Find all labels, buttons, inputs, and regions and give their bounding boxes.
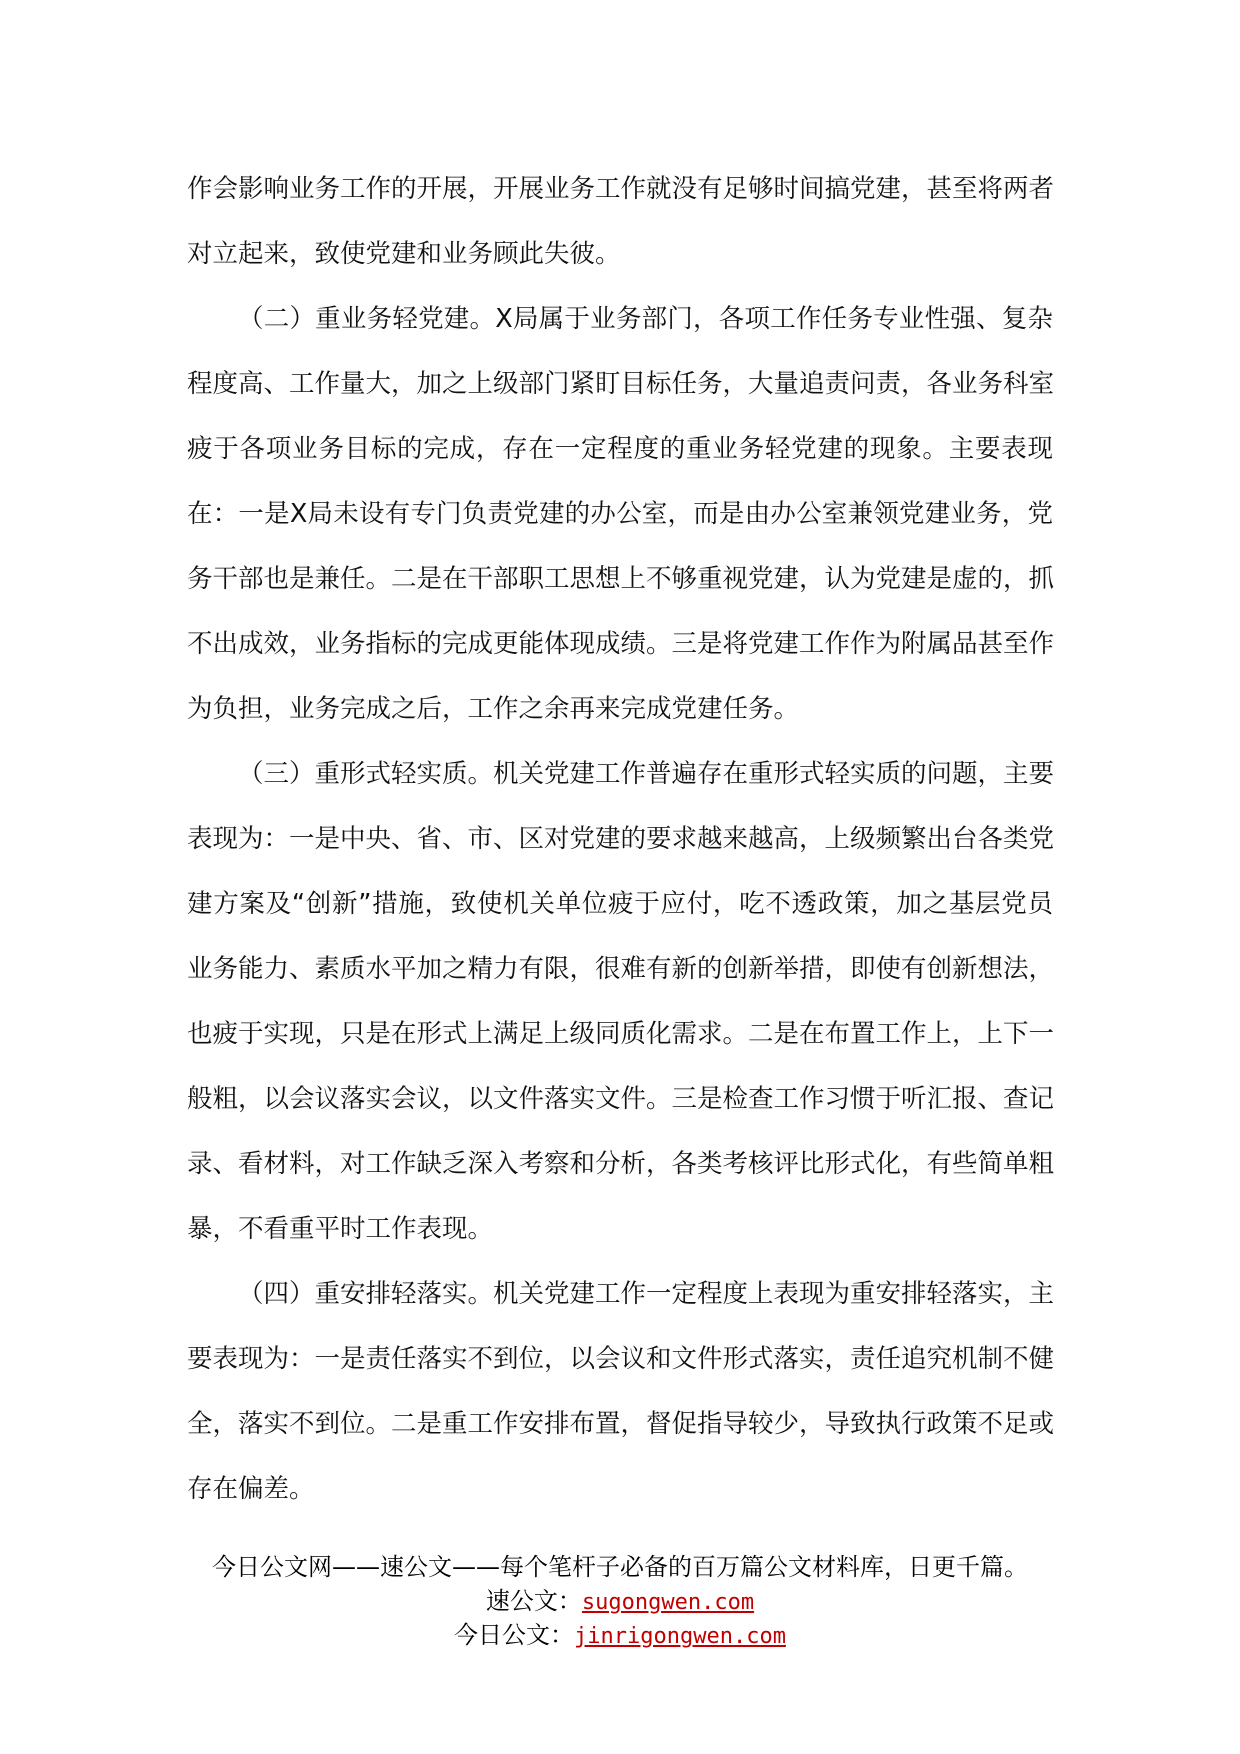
body-line: 疲于各项业务目标的完成，存在一定程度的重业务轻党建的现象。主要表现	[187, 434, 1053, 464]
body-line: 录、看材料，对工作缺乏深入考察和分析，各类考核评比形式化，有些简单粗	[187, 1149, 1055, 1179]
jinrigongwen-label: 今日公文：	[454, 1621, 575, 1649]
body-line: 程度高、工作量大，加之上级部门紧盯目标任务，大量追责问责，各业务科室	[187, 369, 1055, 399]
body-line: 存在偏差。	[187, 1474, 315, 1504]
section-heading-line: （二）重业务轻党建。X局属于业务部门，各项工作任务专业性强、复杂	[238, 304, 1053, 334]
body-line: 般粗，以会议落实会议，以文件落实文件。三是检查工作习惯于听汇报、查记	[187, 1084, 1055, 1114]
footer-sugongwen	[0, 1584, 1240, 1618]
sugongwen-link[interactable]: sugongwen.com	[581, 1590, 755, 1615]
body-line: 作会影响业务工作的开展，开展业务工作就没有足够时间搞党建，甚至将两者	[187, 174, 1055, 204]
body-line: 为负担，业务完成之后，工作之余再来完成党建任务。	[187, 694, 800, 724]
body-line: 业务能力、素质水平加之精力有限，很难有新的创新举措，即使有创新想法，	[187, 954, 1055, 984]
body-line: 也疲于实现，只是在形式上满足上级同质化需求。二是在布置工作上，上下一	[187, 1019, 1055, 1049]
body-line: 在：一是X局未设有专门负责党建的办公室，而是由办公室兼领党建业务，党	[187, 499, 1053, 529]
document-body	[187, 157, 1053, 1522]
section-heading-line: （四）重安排轻落实。机关党建工作一定程度上表现为重安排轻落实，主	[238, 1279, 1055, 1309]
body-line: 暴，不看重平时工作表现。	[187, 1214, 494, 1244]
sugongwen-label: 速公文：	[485, 1587, 582, 1615]
footer-tagline: 今日公文网——速公文——每个笔杆子必备的百万篇公文材料库，日更千篇。	[212, 1553, 1028, 1581]
body-line: 对立起来，致使党建和业务顾此失彼。	[187, 239, 621, 269]
section-heading-line: （三）重形式轻实质。机关党建工作普遍存在重形式轻实质的问题，主要	[238, 759, 1055, 789]
body-line: 要表现为：一是责任落实不到位，以会议和文件形式落实，责任追究机制不健	[187, 1344, 1055, 1374]
footer	[0, 1550, 1240, 1652]
body-line: 建方案及“创新”措施，致使机关单位疲于应付，吃不透政策，加之基层党员	[187, 889, 1053, 919]
body-line: 不出成效，业务指标的完成更能体现成绩。三是将党建工作作为附属品甚至作	[187, 629, 1055, 659]
body-line: 表现为：一是中央、省、市、区对党建的要求越来越高，上级频繁出台各类党	[187, 824, 1055, 854]
footer-jinrigongwen	[0, 1618, 1240, 1652]
body-line: 务干部也是兼任。二是在干部职工思想上不够重视党建，认为党建是虚的，抓	[187, 564, 1055, 594]
body-line: 全，落实不到位。二是重工作安排布置，督促指导较少，导致执行政策不足或	[187, 1409, 1055, 1439]
jinrigongwen-link[interactable]: jinrigongwen.com	[574, 1624, 786, 1649]
